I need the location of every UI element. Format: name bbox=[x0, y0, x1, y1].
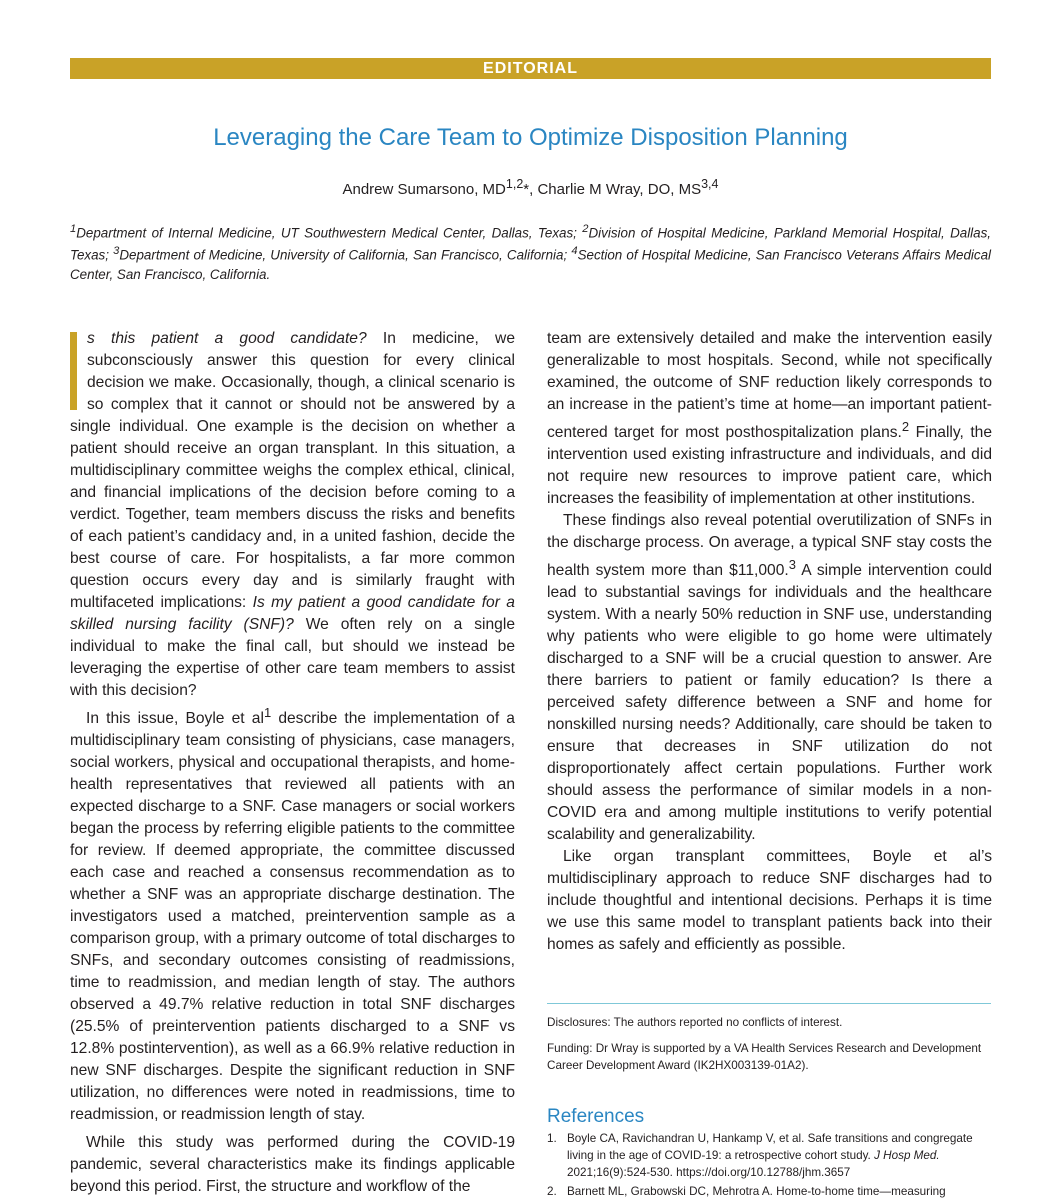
p4-citation: 3 bbox=[788, 557, 796, 573]
author-1-affil: 1,2 bbox=[505, 177, 524, 191]
p3-text: team are extensively detailed and make the intervention easily generalizable to most hospitals. Second, while not specifically examined, the outcome of SNF reduction likely corresponds to an increase in the patient’s time at home—an important patient-centered target for most posthospitalization plans. bbox=[547, 330, 992, 442]
references-list bbox=[547, 1130, 991, 1202]
left-column bbox=[70, 328, 515, 1198]
reference-item bbox=[547, 1130, 991, 1181]
corresponding-mark: *, bbox=[523, 181, 538, 198]
paragraph-2 bbox=[70, 702, 515, 1126]
affil-num-2: 2 bbox=[582, 223, 589, 235]
reference-number: 2. bbox=[547, 1185, 557, 1198]
p4-text: These findings also reveal potential overutilization of SNFs in the discharge process. On average, a typical SNF stay costs the health system more than $11,000. bbox=[547, 512, 992, 580]
reference-text: Boyle CA, Ravichandran U, Hankamp V, et al. Safe transitions and congregate living in the age of COVID-19: a retrospective cohort study. bbox=[567, 1132, 973, 1162]
paragraph-5: Like organ transplant committees, Boyle et al’s multidisciplinary approach to reduce SNF discharges had to include thoughtful and intentional decisions. Perhaps it is time we use this same model to transplant patients back into their homes as safely and efficiently as possible. bbox=[547, 848, 992, 954]
paragraph-3-start: While this study was performed during the COVID-19 pandemic, several characteristics make its findings applicable beyond this period. First, the structure and workflow of the bbox=[70, 1134, 515, 1196]
reference-text: Barnett ML, Grabowski DC, Mehrotra A. Home-to-home time—measuring bbox=[567, 1185, 946, 1198]
p4-text-end: A simple intervention could lead to substantial savings for individuals and the healthcare system. With a nearly 50% reduction in SNF use, understanding why patients who were eligible to go home were ultimately discharged to a SNF will be a crucial question to answer. Are there barriers to patient or family education? Is there a perceived safety difference between a SNF and home for nonskilled nursing needs? Additionally, care should be taken to ensure that decreases in SNF utilization do not disproportionately affect certain populations. Further work should assess the performance of similar models in a non-COVID era and among multiple institutions to verify potential scalability and generalizability. bbox=[547, 562, 993, 844]
disclosures: Disclosures: The authors reported no conflicts of interest. bbox=[547, 1016, 843, 1029]
affil-3: Department of Medicine, University of California, San Francisco, California; bbox=[119, 247, 572, 263]
author-line bbox=[70, 174, 991, 200]
p2-citation: 1 bbox=[263, 705, 272, 720]
references-heading: References bbox=[547, 1106, 645, 1127]
affil-4: Section of Hospital Medicine, San Francisco Veterans Affairs Medical Center, San Francisco, California. bbox=[70, 247, 991, 282]
p3-text-end: Finally, the intervention used existing infrastructure and individuals, and did not require new resources to improve patient care, which increases the feasibility of implementation at other institutions. bbox=[547, 424, 993, 508]
p1-snf-question: Is my patient a good candidate for a skilled nursing facility (SNF)? bbox=[70, 594, 515, 633]
reference-number: 1. bbox=[547, 1132, 557, 1145]
author-1: Andrew Sumarsono, MD bbox=[342, 181, 506, 198]
paragraph-3-cont bbox=[547, 328, 992, 510]
affil-num-4: 4 bbox=[571, 245, 578, 258]
editorial-banner: EDITORIAL bbox=[70, 58, 991, 79]
p1-text: In medicine, we subconsciously answer this question for every clinical decision we make. Occasionally, though, a clinical scenario is so complex that it cannot or should not be answered by a single individual. One example is the decision on whether a patient should receive an organ transplant. In this situation, a multidisciplinary committee weighs the complex ethical, clinical, and financial implications of the decision before coming to a verdict. Together, team members discuss the risks and benefits of each patient’s candidacy and, in a united fashion, decide the best course of care. For hospitalists, a far more common question occurs every day and is similarly fraught with multifaceted implications: bbox=[70, 330, 515, 611]
author-2: Charlie M Wray, DO, MS bbox=[537, 181, 702, 198]
paragraph-1 bbox=[70, 328, 515, 702]
affil-num-1: 1 bbox=[70, 223, 77, 235]
paragraph-4 bbox=[547, 510, 992, 846]
right-column bbox=[547, 328, 992, 956]
reference-journal: J Hosp Med. bbox=[874, 1149, 940, 1162]
reference-doi: 2021;16(9):524-530. https://doi.org/10.12788/jhm.3657 bbox=[567, 1166, 851, 1179]
author-2-affil: 3,4 bbox=[701, 177, 719, 191]
p2-text-end: describe the implementation of a multidisciplinary team consisting of physicians, case managers, social workers, physical and occupational therapists, and home-health representatives that reviewed all patients with an expected discharge to a SNF. Case managers or social workers began the process by referring eligible patients to the committee for review. If deemed appropriate, the committee discussed each case and reached a consensus recommendation as to whether a SNF was an appropriate discharge destination. The investigators used a matched, preintervention sample as a comparison group, with a primary outcome of total discharges to SNFs, and secondary outcomes consisting of readmissions, time to readmission, and median length of stay. The authors observed a 49.7% relative reduction in total SNF discharges (25.5% of preintervention patients discharged to a SNF vs 12.8% postintervention), as well as a 66.9% relative reduction in new SNF discharges. Despite the significant reduction in SNF utilization, no differences were noted in readmissions, time to readmission, or readmission length of stay. bbox=[70, 710, 515, 1124]
footnote-divider bbox=[547, 1003, 991, 1004]
p2-text: In this issue, Boyle et al bbox=[86, 710, 264, 728]
reference-item bbox=[547, 1183, 991, 1200]
affil-2: Division of Hospital Medicine, Parkland Memorial Hospital, Dallas, Texas; bbox=[70, 225, 992, 263]
affil-num-3: 3 bbox=[113, 245, 120, 258]
affil-1: Department of Internal Medicine, UT Southwestern Medical Center, Dallas, Texas; bbox=[76, 225, 583, 241]
funding: Funding: Dr Wray is supported by a VA Health Services Research and Development Career Development Award (IK2HX003139-01A2). bbox=[547, 1042, 982, 1072]
p1-question: s this patient a good candidate? bbox=[87, 330, 367, 347]
drop-cap-bar bbox=[70, 332, 77, 410]
article-title: Leveraging the Care Team to Optimize Disposition Planning bbox=[213, 124, 848, 151]
p3-citation: 2 bbox=[901, 419, 910, 434]
affiliations bbox=[70, 220, 991, 284]
p1-text-end: We often rely on a single individual to make the final call, but should we instead be leveraging the expertise of other care team members to assist with this decision? bbox=[70, 616, 515, 699]
